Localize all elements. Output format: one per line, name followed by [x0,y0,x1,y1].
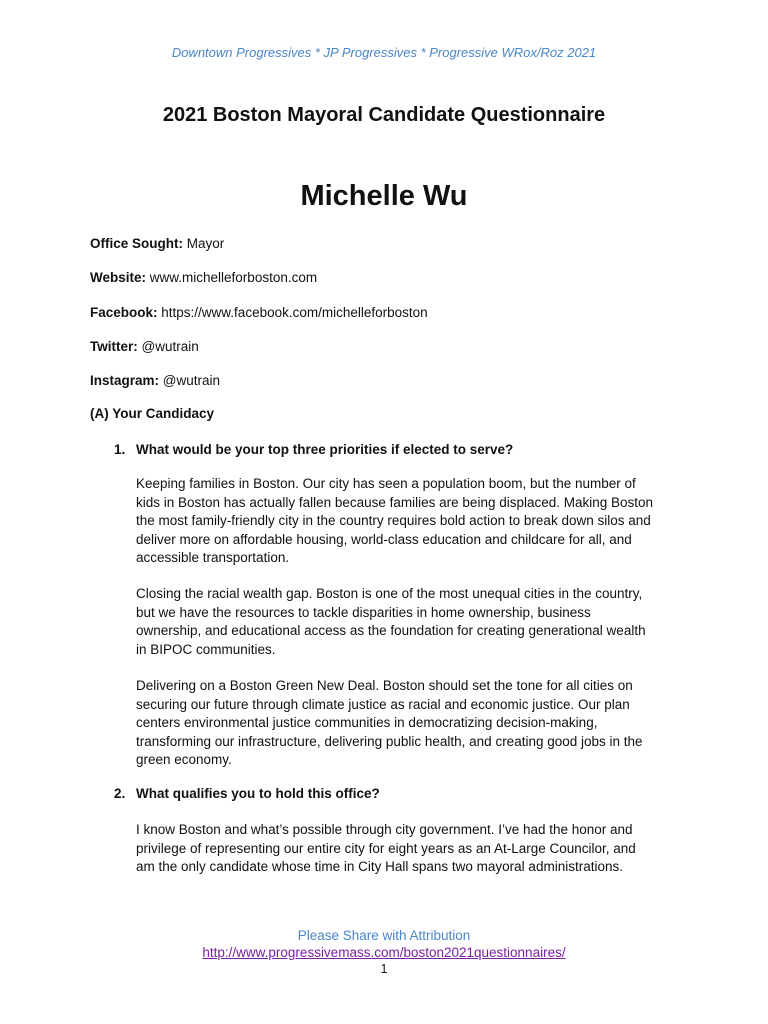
info-value: Mayor [186,236,225,251]
answer-paragraph: I know Boston and what’s possible through city government. I’ve had the honor and privilege of representing our entire city for eight years as an At-Large Councilor, and am the only candidate whose time in City Hall spans two mayoral administrations. [136,822,636,875]
answer-paragraph: Delivering on a Boston Green New Deal. Boston should set the tone for all cities on securing our future through climate justice as racial and economic justice. Our plan centers environmental justice communities in democratizing decision-making, transforming our infrastructure, delivering public health, and creating good jobs in the green economy. [136,678,643,768]
info-label: Website: [90,270,147,285]
info-label: Instagram: [90,373,160,388]
question-number: 1. [114,442,126,457]
info-office [90,236,224,251]
answer-paragraph: Closing the racial wealth gap. Boston is one of the most unequal cities in the country, but we have the resources to tackle disparities in home ownership, business ownership, and educational access as the foundation for creating generational wealth in BIPOC communities. [136,586,646,657]
header-orgs: Downtown Progressives * JP Progressives * Progressive WRox/Roz 2021 [171,45,597,60]
info-label: Facebook: [90,305,158,320]
footer-link-wrapper [0,945,768,960]
footer-link[interactable]: http://www.progressivemass.com/boston2021questionnaires/ [202,945,566,960]
info-value[interactable]: https://www.facebook.com/michelleforboston [161,305,428,320]
question-text: What would be your top three priorities if elected to serve? [136,442,514,457]
page-number: 1 [380,962,388,976]
info-instagram [90,373,220,388]
info-value: @wutrain [162,373,221,388]
info-value[interactable]: www.michelleforboston.com [149,270,318,285]
info-value: @wutrain [141,339,199,354]
question-1 [114,442,513,457]
info-label: Office Sought: [90,236,183,251]
info-website [90,270,317,285]
answer-paragraph: Keeping families in Boston. Our city has seen a population boom, but the number of kids in Boston has actually fallen because families are being displaced. Making Boston the most family-friendly city in the country requires bold action to break down silos and deliver more on affordable housing, world-class education and childcare for all, and accessible transportation. [136,476,654,566]
info-facebook [90,305,428,320]
footer-share-note: Please Share with Attribution [297,928,471,943]
section-heading: (A) Your Candidacy [90,406,215,421]
question-number: 2. [114,786,126,801]
question-2 [114,786,380,801]
question-text: What qualifies you to hold this office? [136,786,380,801]
info-label: Twitter: [90,339,138,354]
candidate-name: Michelle Wu [300,180,468,212]
info-twitter [90,339,199,354]
document-title: 2021 Boston Mayoral Candidate Questionnaire [162,104,606,126]
